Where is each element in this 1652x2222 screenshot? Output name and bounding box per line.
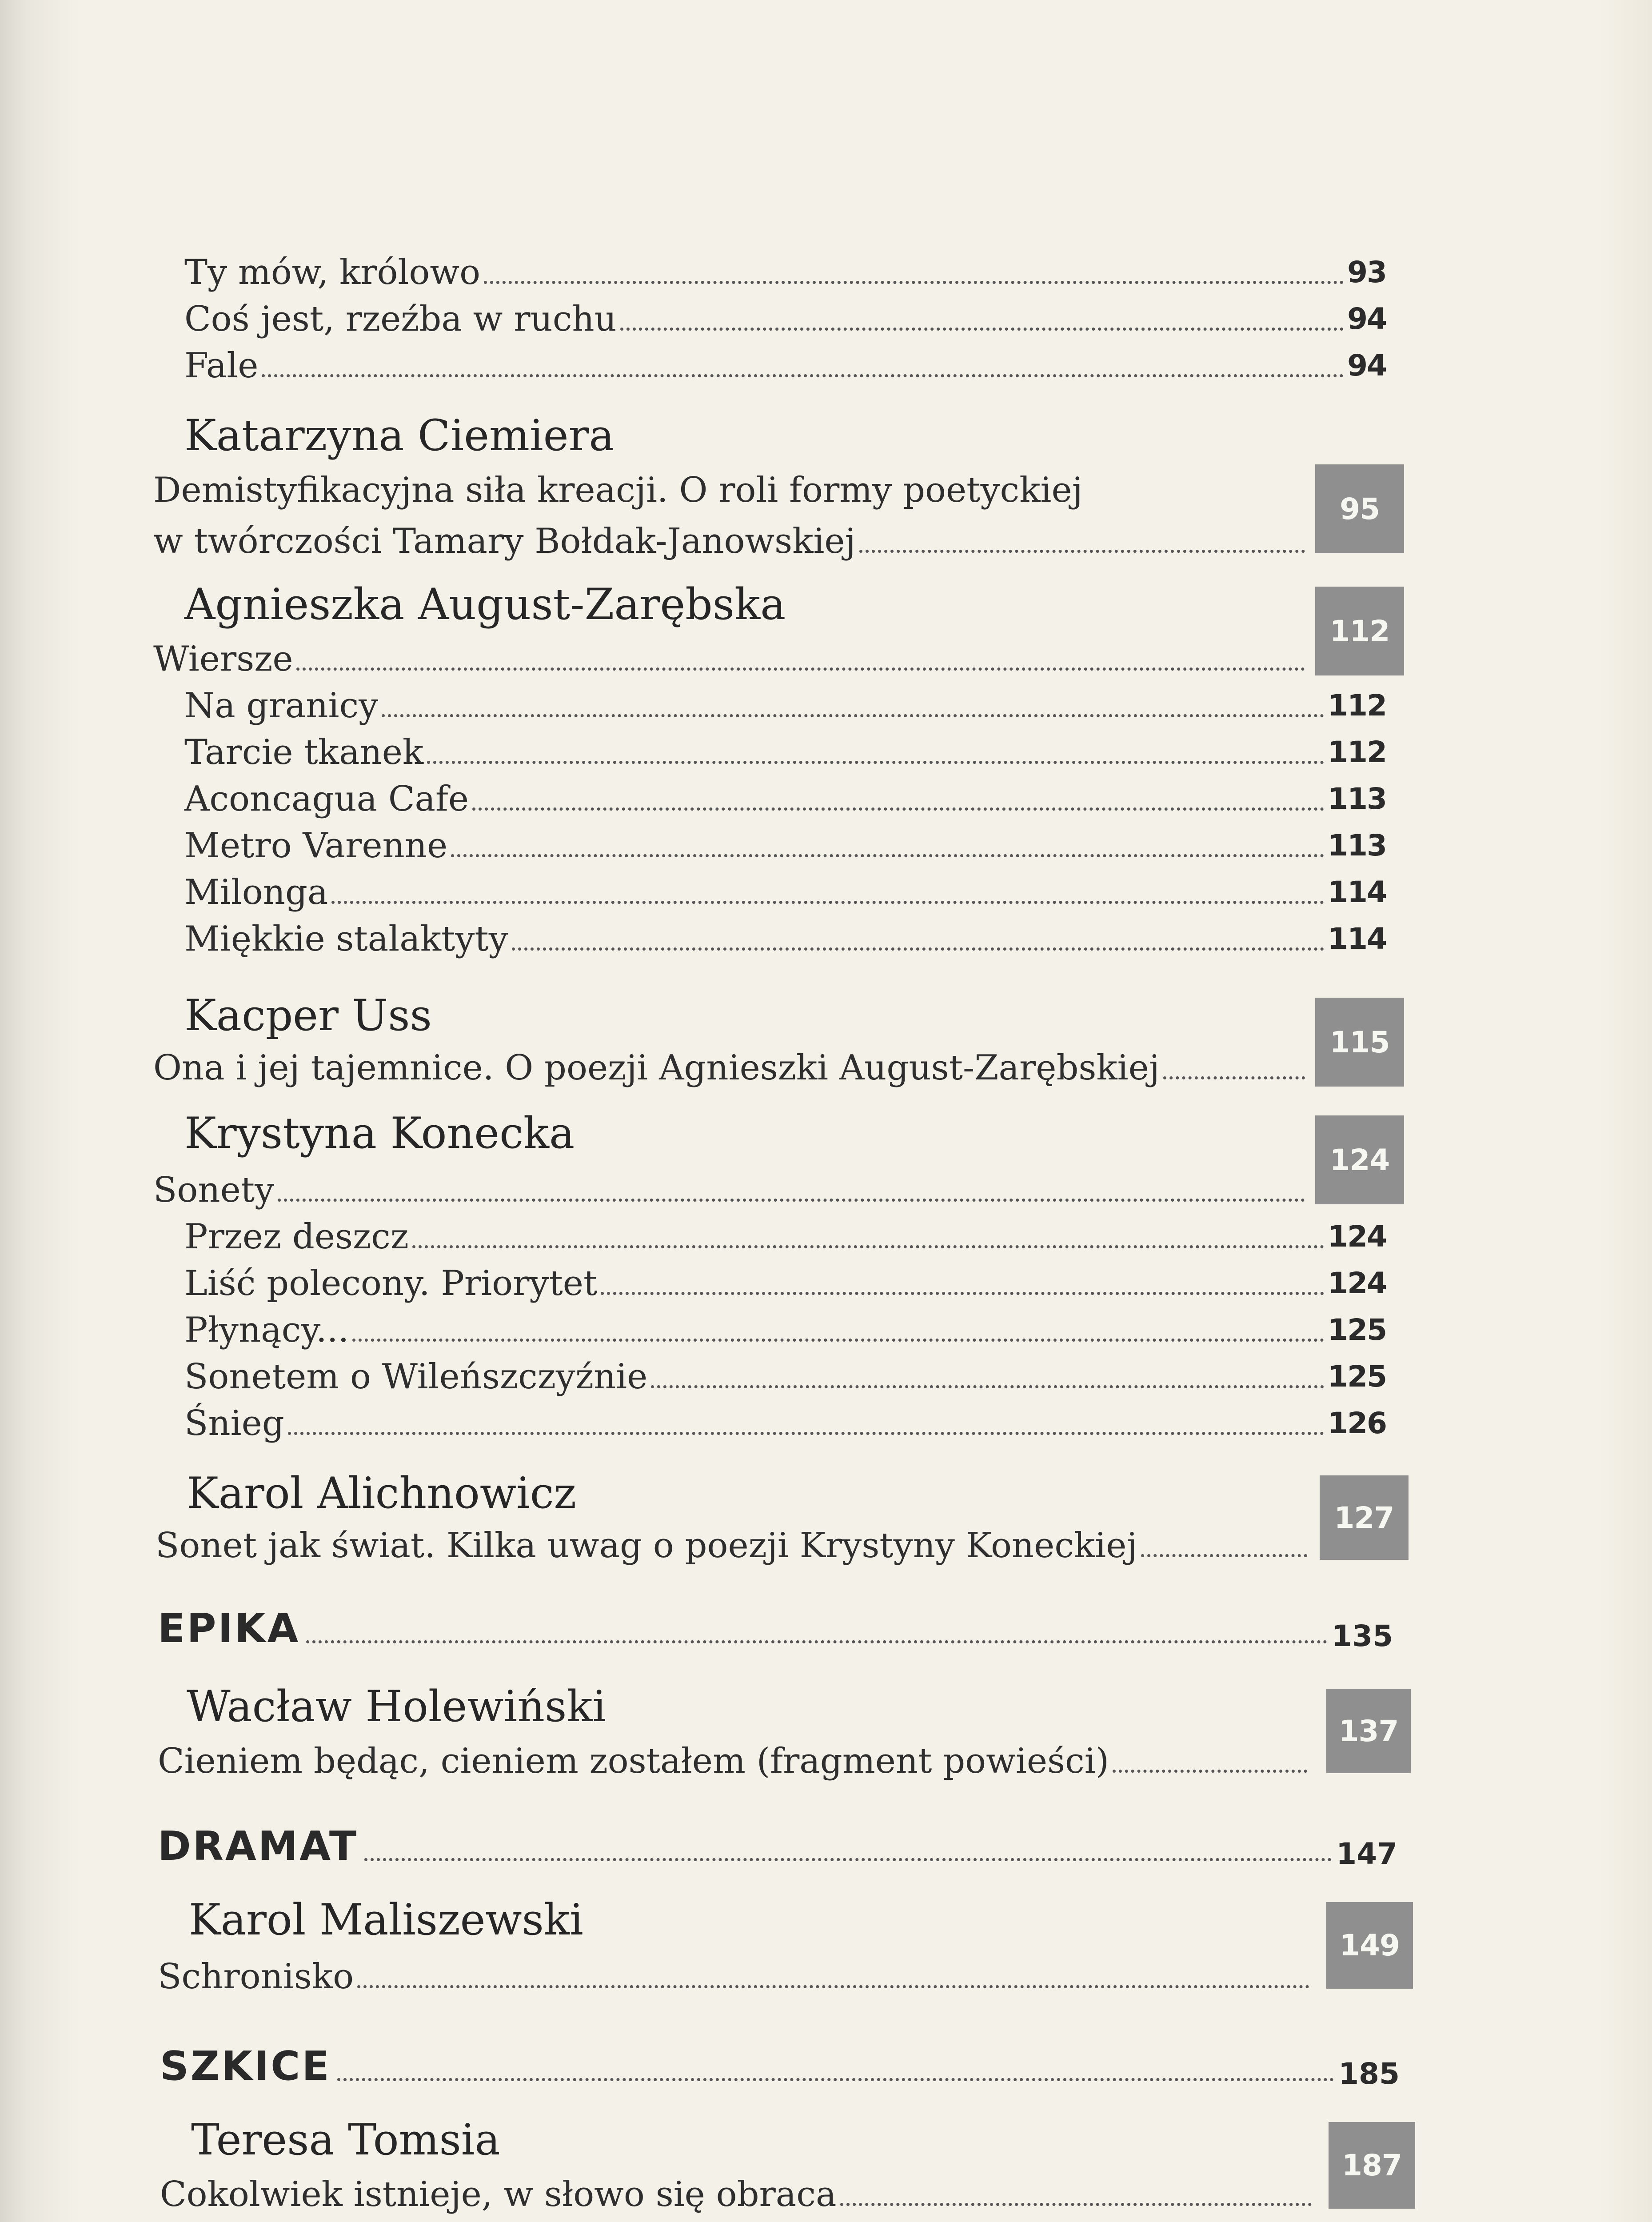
page-number-box: 95 bbox=[1315, 464, 1404, 553]
page-number: 113 bbox=[1328, 828, 1386, 863]
leader-dots bbox=[352, 1339, 1324, 1342]
toc-entry bbox=[184, 918, 1386, 960]
leader-dots bbox=[472, 807, 1324, 811]
toc-entry bbox=[158, 1740, 1311, 1782]
page-number: 113 bbox=[1328, 782, 1386, 816]
leader-dots bbox=[1163, 1076, 1305, 1079]
entry-title: Aconcagua Cafe bbox=[184, 779, 469, 819]
toc-entry bbox=[153, 638, 1309, 680]
toc-entry bbox=[153, 1047, 1309, 1089]
page-number: 135 bbox=[1332, 1619, 1393, 1653]
page-number: 185 bbox=[1338, 2057, 1400, 2091]
page-number: 94 bbox=[1347, 302, 1386, 336]
leader-dots bbox=[288, 1432, 1325, 1435]
leader-dots bbox=[512, 947, 1324, 951]
author-name: Krystyna Konecka bbox=[184, 1108, 575, 1158]
entry-title: Cokolwiek istnieje, w słowo się obraca bbox=[160, 2174, 837, 2214]
toc-entry bbox=[184, 871, 1386, 914]
section-title: SZKICE bbox=[160, 2043, 331, 2090]
leader-dots bbox=[357, 1985, 1309, 1988]
leader-dots bbox=[451, 854, 1324, 857]
author-name: Agnieszka August-Zarębska bbox=[184, 579, 786, 629]
entry-title: Przez deszcz bbox=[184, 1217, 409, 1257]
leader-dots bbox=[306, 1640, 1327, 1643]
leader-dots bbox=[601, 1292, 1324, 1295]
toc-entry bbox=[160, 2173, 1315, 2216]
entry-title: Sonety bbox=[153, 1170, 275, 1210]
page-number: 112 bbox=[1328, 688, 1386, 723]
page-number-box: 112 bbox=[1315, 587, 1404, 675]
section-heading bbox=[160, 2042, 1400, 2091]
page-number: 114 bbox=[1328, 875, 1386, 909]
author-name: Karol Maliszewski bbox=[189, 1895, 583, 1945]
author-name: Wacław Holewiński bbox=[187, 1682, 607, 1731]
page-number-box: 137 bbox=[1326, 1689, 1411, 1773]
entry-title: Śnieg bbox=[184, 1403, 284, 1443]
toc-entry bbox=[184, 824, 1386, 867]
leader-dots bbox=[1141, 1554, 1307, 1557]
toc-entry bbox=[184, 1215, 1386, 1258]
page-number-box: 149 bbox=[1326, 1902, 1413, 1989]
section-title: EPIKA bbox=[158, 1605, 300, 1652]
section-title: DRAMAT bbox=[158, 1823, 359, 1870]
section-heading bbox=[158, 1604, 1393, 1653]
toc-entry bbox=[184, 731, 1386, 774]
page-number: 93 bbox=[1347, 255, 1386, 289]
entry-title: Sonet jak świat. Kilka uwag o poezji Krystyny Koneckiej bbox=[156, 1526, 1137, 1566]
toc-entry bbox=[184, 778, 1386, 820]
leader-dots bbox=[651, 1385, 1324, 1388]
toc-entry bbox=[184, 1402, 1386, 1445]
section-heading bbox=[158, 1822, 1397, 1871]
author-name: Karol Alichnowicz bbox=[187, 1468, 577, 1518]
toc-entry bbox=[158, 1955, 1313, 1998]
toc-entry bbox=[184, 1262, 1386, 1305]
entry-title: Miękkie stalaktyty bbox=[184, 919, 508, 959]
entry-title: Ty mów, królowo bbox=[184, 252, 481, 292]
page-number: 126 bbox=[1328, 1406, 1386, 1440]
leader-dots bbox=[278, 1199, 1305, 1202]
toc-entry bbox=[184, 1309, 1386, 1351]
leader-dots bbox=[331, 901, 1324, 904]
leader-dots bbox=[296, 667, 1305, 671]
toc-entry bbox=[184, 1355, 1386, 1398]
entry-title: Sonetem o Wileńszczyźnie bbox=[184, 1357, 648, 1397]
page-number: 125 bbox=[1328, 1359, 1386, 1394]
leader-dots bbox=[412, 1245, 1324, 1248]
entry-title: Fale bbox=[184, 346, 259, 386]
leader-dots bbox=[484, 281, 1344, 284]
page-number: 125 bbox=[1328, 1313, 1386, 1347]
toc-entry bbox=[184, 344, 1386, 387]
page-number: 94 bbox=[1347, 348, 1386, 383]
page-number-box: 127 bbox=[1320, 1475, 1409, 1560]
leader-dots bbox=[620, 328, 1344, 331]
page-number: 114 bbox=[1328, 922, 1386, 956]
page-number: 147 bbox=[1336, 1837, 1397, 1871]
page-number-box: 187 bbox=[1329, 2122, 1415, 2209]
toc-entry bbox=[184, 251, 1386, 294]
leader-dots bbox=[427, 761, 1324, 764]
leader-dots bbox=[382, 714, 1324, 717]
leader-dots bbox=[364, 1858, 1332, 1861]
author-name: Teresa Tomsia bbox=[191, 2115, 500, 2165]
leader-dots bbox=[859, 550, 1305, 553]
entry-title: Coś jest, rzeźba w ruchu bbox=[184, 299, 617, 339]
entry-title: Metro Varenne bbox=[184, 826, 448, 866]
toc-entry bbox=[153, 1169, 1309, 1211]
toc-entry bbox=[156, 1524, 1311, 1567]
toc-entry bbox=[184, 298, 1386, 340]
entry-title: Cieniem będąc, cieniem zostałem (fragment powieści) bbox=[158, 1741, 1109, 1781]
page-number: 124 bbox=[1328, 1219, 1386, 1254]
entry-title: Liść polecony. Priorytet bbox=[184, 1263, 598, 1303]
entry-title: w twórczości Tamary Bołdak-Janowskiej bbox=[153, 521, 856, 561]
leader-dots bbox=[262, 374, 1344, 377]
leader-dots bbox=[337, 2078, 1334, 2081]
page-number: 124 bbox=[1328, 1266, 1386, 1300]
entry-title: Tarcie tkanek bbox=[184, 732, 424, 772]
entry-title: Schronisko bbox=[158, 1957, 354, 1997]
page-number: 112 bbox=[1328, 735, 1386, 769]
author-name: Kacper Uss bbox=[184, 991, 432, 1040]
entry-title: Płynący... bbox=[184, 1310, 349, 1350]
entry-title: Ona i jej tajemnice. O poezji Agnieszki August-Zarębskiej bbox=[153, 1048, 1160, 1088]
page-number-box: 115 bbox=[1315, 998, 1404, 1087]
toc-entry bbox=[184, 684, 1386, 727]
toc-entry bbox=[153, 469, 1309, 512]
entry-title: Wiersze bbox=[153, 639, 293, 679]
entry-title: Na granicy bbox=[184, 686, 379, 726]
author-name: Katarzyna Ciemiera bbox=[184, 411, 615, 460]
leader-dots bbox=[840, 2203, 1312, 2206]
toc-entry bbox=[153, 520, 1309, 563]
entry-title: Demistyfikacyjna siła kreacji. O roli formy poetyckiej bbox=[153, 470, 1083, 510]
page-number-box: 124 bbox=[1315, 1115, 1404, 1204]
entry-title: Milonga bbox=[184, 872, 328, 912]
leader-dots bbox=[1113, 1770, 1307, 1773]
